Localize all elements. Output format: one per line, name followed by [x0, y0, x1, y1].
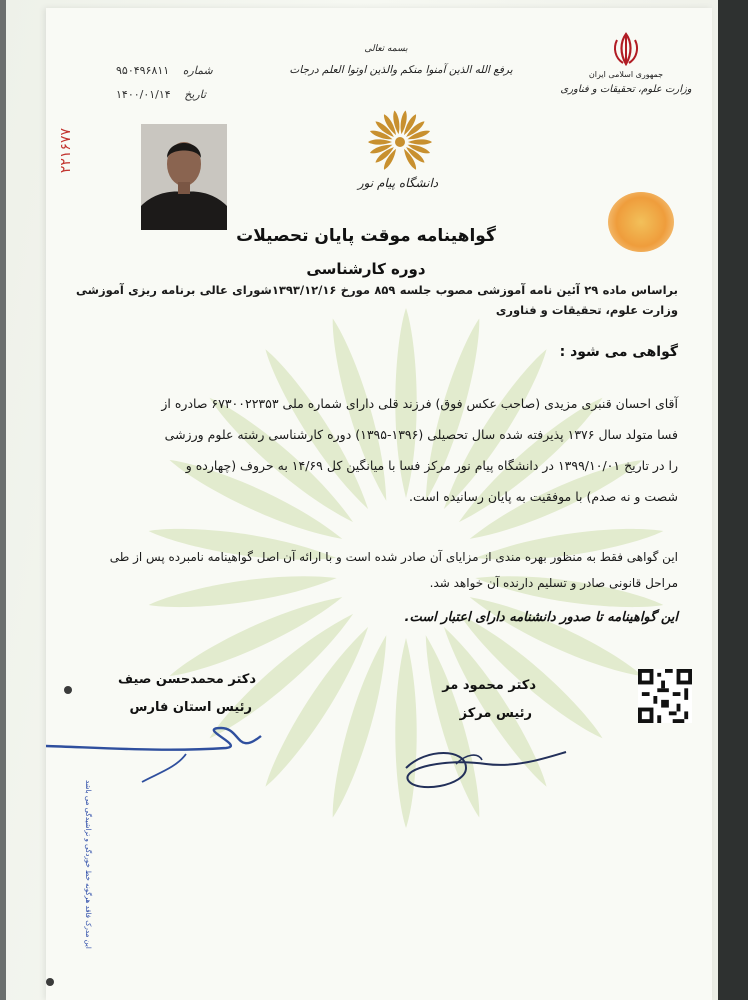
- logo-ray: [368, 139, 392, 144]
- left-signatory-title: رئیس استان فارس: [129, 700, 252, 715]
- note-paragraph: [70, 544, 678, 596]
- quran-calligraphy: یرفع الله الذین آمنوا منکم والذین اوتوا العلم درجات: [289, 64, 513, 76]
- serial-number: ۲۲۱۶۷۷: [58, 128, 74, 174]
- number-label: شماره: [182, 64, 213, 77]
- date-label: تاریخ: [184, 88, 207, 101]
- certificate-subtitle: دوره کارشناسی: [306, 260, 426, 278]
- margin-note: این مدرک فاقد هرگونه خط خوردگی و تراشیدگی می باشد: [84, 780, 92, 949]
- certificate-title: گواهینامه موقت پایان تحصیلات: [236, 226, 496, 246]
- iran-emblem-icon: [611, 32, 641, 66]
- university-name: دانشگاه پیام نور: [357, 176, 439, 190]
- punch-hole-bottom: [46, 978, 54, 986]
- bismillah: بسمه تعالی: [364, 44, 408, 54]
- date-row: [116, 88, 206, 101]
- number-row: [116, 64, 213, 77]
- handwritten-signatures: [46, 708, 712, 828]
- validity-statement: این گواهینامه تا صدور دانشنامه دارای اعتبار است.: [404, 610, 678, 625]
- ministry-line2: وزارت علوم، تحقیقات و فناوری: [560, 84, 692, 95]
- punch-hole-top: [64, 686, 72, 694]
- ministry-line1: جمهوری اسلامی ایران: [588, 70, 664, 79]
- body-line-2: فسا متولد سال ۱۳۷۶ پذیرفته شده سال تحصیلی (۱۳۹۶-۱۳۹۵) دوره کارشناسی رشته علوم ورزشی: [164, 427, 678, 442]
- payame-noor-logo-icon: [362, 104, 438, 174]
- attest-heading: گواهی می شود :: [559, 344, 678, 360]
- right-signatory-name: دکتر محمود مر: [442, 678, 536, 693]
- qr-code[interactable]: [638, 668, 692, 724]
- date-value: ۱۴۰۰/۰۱/۱۴: [116, 88, 171, 101]
- logo-ray: [408, 139, 432, 144]
- body-paragraph: [70, 388, 678, 512]
- note-line-1: این گواهی فقط به منظور بهره مندی از مزایای آن صادر شده است و با ارائه آن اصل گواهینامه نامبرده پس از طی: [109, 550, 678, 564]
- left-signatory-name: دکتر محمدحسن صیف: [118, 672, 256, 687]
- right-signatory-title: رئیس مرکز: [459, 706, 532, 721]
- certificate-paper: [46, 8, 712, 1000]
- body-line-3: را در تاریخ ۱۳۹۹/۱۰/۰۱ در دانشگاه پیام نور مرکز فسا با میانگین کل ۱۴/۶۹ به حروف (چهارده و: [185, 458, 678, 473]
- number-value: ۹۵۰۴۹۶۸۱۱: [116, 64, 170, 77]
- logo-center: [395, 137, 405, 147]
- body-line-1: آقای احسان قنبری مزیدی (صاحب عکس فوق) فرزند قلی دارای شماره ملی ۶۷۳۰۰۲۲۳۵۳ صادره از: [161, 396, 678, 411]
- note-line-2: مراحل قانونی صادر و تسلیم دارنده آن خواهد شد.: [429, 576, 678, 590]
- student-photo: [141, 124, 227, 230]
- body-line-4: شصت و نه صدم) با موفقیت به پایان رسانیده است.: [409, 489, 678, 504]
- intro-paragraph: براساس ماده ۲۹ آئین نامه آموزشی مصوب جلسه ۸۵۹ مورخ ۱۳۹۳/۱۲/۱۶شورای عالی برنامه ریزی آموزشی وزارت علوم، تحقیقات و فناوری: [76, 283, 678, 317]
- hologram-seal: [608, 192, 674, 252]
